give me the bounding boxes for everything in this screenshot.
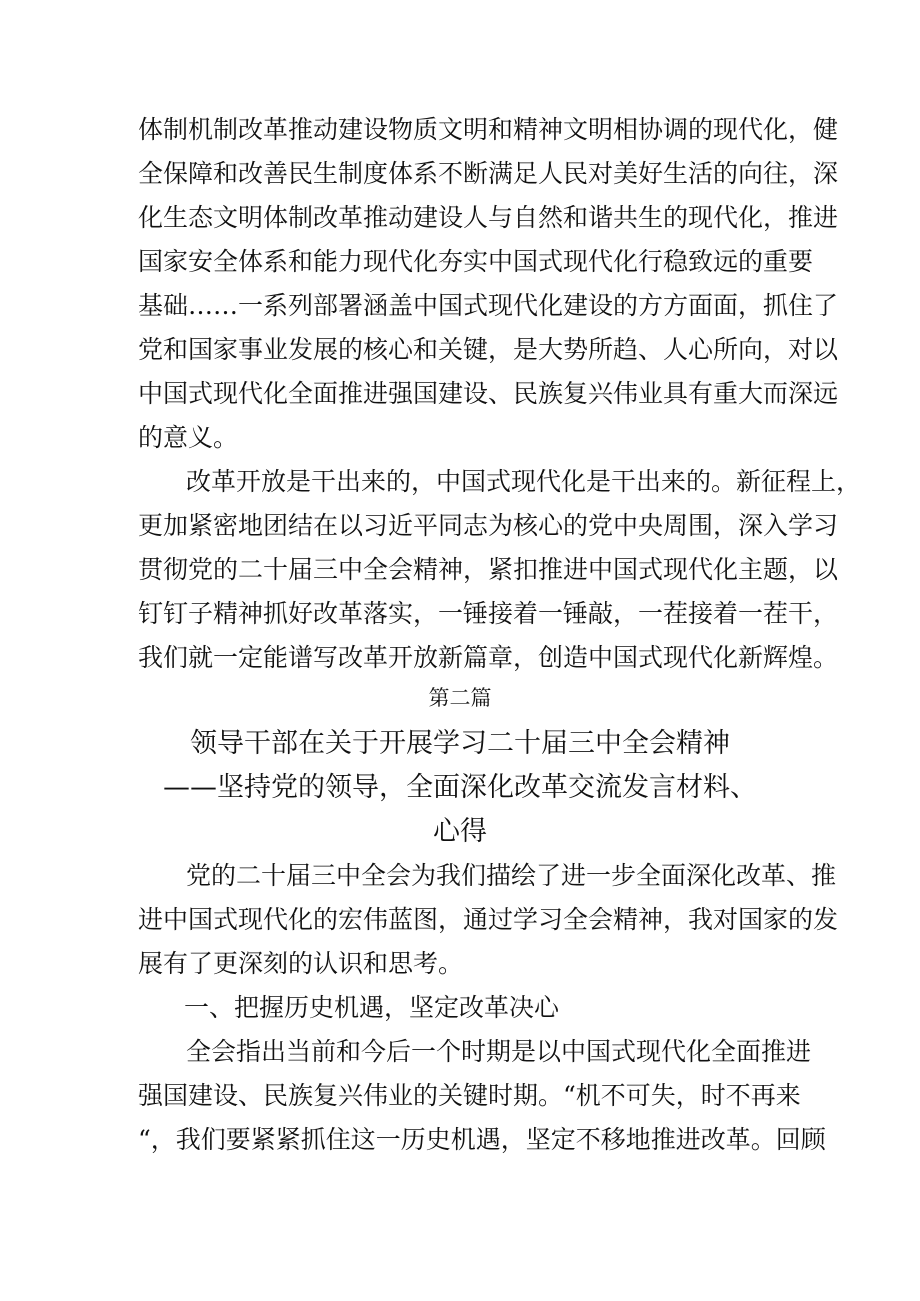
paragraph-line: “，我们要紧紧抓住这一历史机遇，坚定不移地推进改革。回顾 <box>138 1125 826 1154</box>
paragraph-line: 体制机制改革推动建设物质文明和精神文明相协调的现代化，健 <box>138 115 839 144</box>
paragraph-line: 全保障和改善民生制度体系不断满足人民对美好生活的向往，深 <box>138 159 839 188</box>
article-title-line: 心得 <box>433 816 487 847</box>
paragraph-line: 进中国式现代化的宏伟蓝图，通过学习全会精神，我对国家的发 <box>138 905 839 934</box>
paragraph-line: 中国式现代化全面推进强国建设、民族复兴伟业具有重大而深远 <box>138 379 839 408</box>
paragraph-line: 更加紧密地团结在以习近平同志为核心的党中央周围，深入学习 <box>138 511 839 540</box>
paragraph-line: 改革开放是干出来的，中国式现代化是干出来的。新征程上， <box>186 467 862 496</box>
paragraph-line: 贯彻党的二十届三中全会精神，紧扣推进中国式现代化主题，以 <box>138 555 839 584</box>
paragraph-line: 基础……一系列部署涵盖中国式现代化建设的方方面面，抓住了 <box>138 291 839 320</box>
paragraph-line: 党的二十届三中全会为我们描绘了进一步全面深化改革、推 <box>186 861 837 890</box>
paragraph-line: 党和国家事业发展的核心和关键，是大势所趋、人心所向，对以 <box>138 335 839 364</box>
paragraph-line: 钉钉子精神抓好改革落实，一锤接着一锤敲，一茬接着一茬干， <box>138 599 839 628</box>
article-title-line: 领导干部在关于开展学习二十届三中全会精神 <box>190 728 730 759</box>
paragraph-line: 展有了更深刻的认识和思考。 <box>138 949 464 978</box>
paragraph-line: 我们就一定能谱写改革开放新篇章，创造中国式现代化新辉煌。 <box>138 643 839 672</box>
paragraph-line: 化生态文明体制改革推动建设人与自然和谐共生的现代化，推进 <box>138 203 839 232</box>
paragraph-line: 国家安全体系和能力现代化夯实中国式现代化行稳致远的重要 <box>138 247 814 276</box>
paragraph-line: 全会指出当前和今后一个时期是以中国式现代化全面推进 <box>186 1037 812 1066</box>
article-label: 第二篇 <box>428 686 492 710</box>
section-heading: 一、把握历史机遇，坚定改革决心 <box>184 993 560 1022</box>
paragraph-line: 的意义。 <box>138 423 239 452</box>
paragraph-line: 强国建设、民族复兴伟业的关键时期。“机不可失，时不再来 <box>138 1081 801 1110</box>
article-title-line: ——坚持党的领导，全面深化改革交流发言材料、 <box>163 772 757 803</box>
